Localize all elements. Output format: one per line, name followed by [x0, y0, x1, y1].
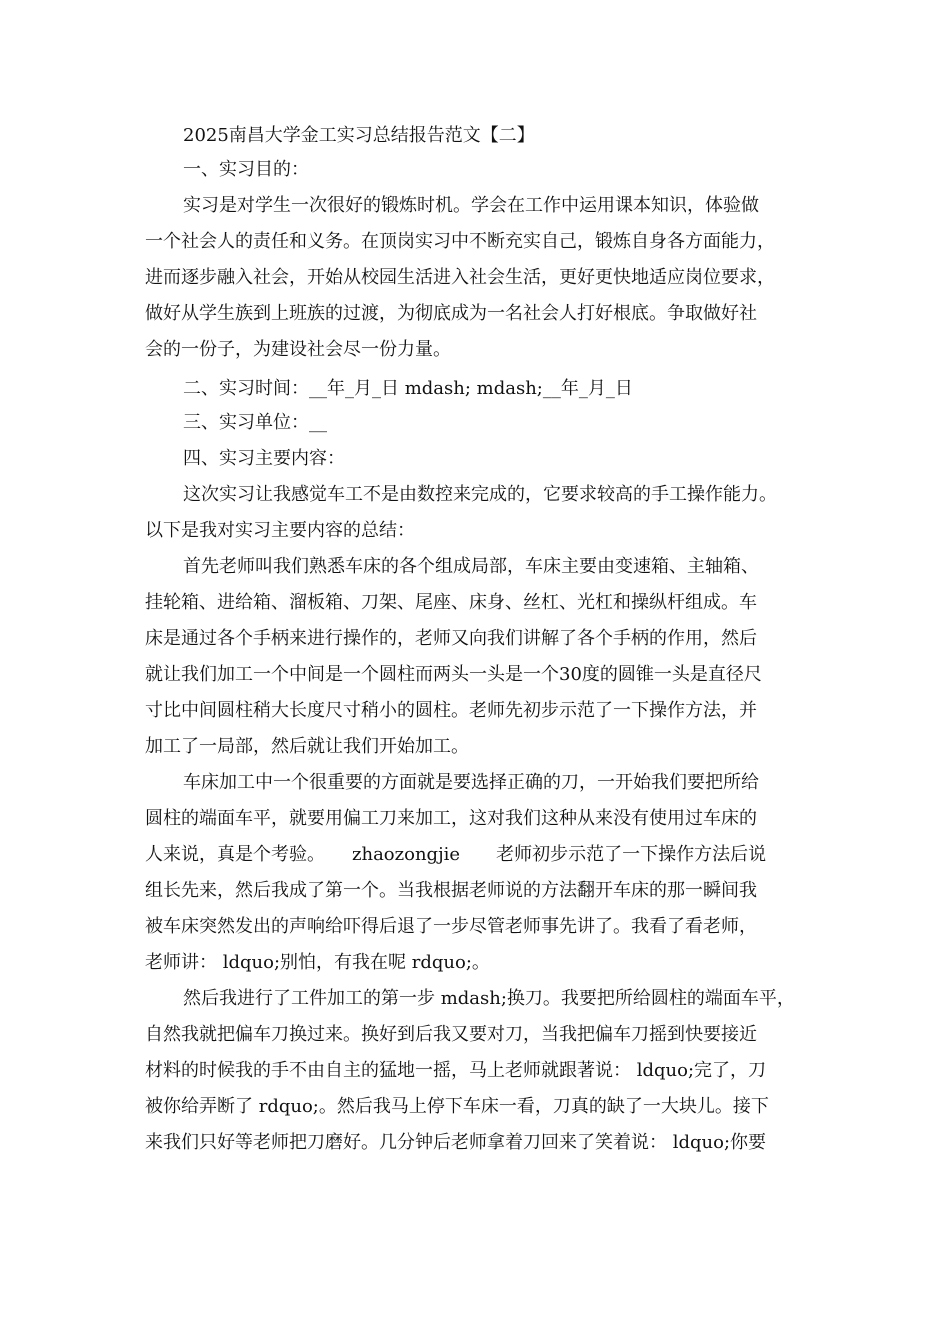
section-heading-unit: 三、实习单位：__ — [183, 412, 327, 433]
paragraph-line: 会的一份子，为建设社会尽一份力量。 — [145, 339, 451, 360]
paragraph-line: 寸比中间圆柱稍大长度尺寸稍小的圆柱。老师先初步示范了一下操作方法，并 — [145, 700, 757, 721]
paragraph-line: 被你给弄断了 rdquo;。然后我马上停下车床一看，刀真的缺了一大块儿。接下 — [145, 1096, 769, 1117]
paragraph-line: 以下是我对实习主要内容的总结： — [145, 520, 415, 541]
paragraph-line: 床是通过各个手柄来进行操作的，老师又向我们讲解了各个手柄的作用，然后 — [145, 628, 757, 649]
document-title: 2025南昌大学金工实习总结报告范文【二】 — [183, 125, 535, 146]
section-heading-purpose: 一、实习目的： — [183, 159, 309, 180]
paragraph-line: 这次实习让我感觉车工不是由数控来完成的，它要求较高的手工操作能力。 — [183, 484, 777, 505]
section-heading-time: 二、实习时间：__年_月_日 mdash; mdash;__年_月_日 — [183, 378, 633, 399]
paragraph-line: 首先老师叫我们熟悉车床的各个组成局部，车床主要由变速箱、主轴箱、 — [183, 556, 759, 577]
paragraph-line: 老师讲： ldquo;别怕，有我在呢 rdquo;。 — [145, 952, 490, 973]
paragraph-line: 实习是对学生一次很好的锻炼时机。学会在工作中运用课本知识，体验做 — [183, 195, 759, 216]
paragraph-line: 来我们只好等老师把刀磨好。几分钟后老师拿着刀回来了笑着说： ldquo;你要 — [145, 1132, 767, 1153]
paragraph-line: 被车床突然发出的声响给吓得后退了一步尽管老师事先讲了。我看了看老师， — [145, 916, 757, 937]
paragraph-line: 圆柱的端面车平，就要用偏工刀来加工，这对我们这种从来没有使用过车床的 — [145, 808, 757, 829]
paragraph-line: 自然我就把偏车刀换过来。换好到后我又要对刀，当我把偏车刀摇到快要接近 — [145, 1024, 757, 1045]
paragraph-line: 然后我进行了工件加工的第一步 mdash;换刀。我要把所给圆柱的端面车平， — [183, 988, 795, 1009]
paragraph-line: 挂轮箱、进给箱、溜板箱、刀架、尾座、床身、丝杠、光杠和操纵杆组成。车 — [145, 592, 757, 613]
paragraph-line: 做好从学生族到上班族的过渡，为彻底成为一名社会人打好根底。争取做好社 — [145, 303, 757, 324]
paragraph-line: 材料的时候我的手不由自主的猛地一摇，马上老师就跟著说： ldquo;完了，刀 — [145, 1060, 767, 1081]
paragraph-line: 车床加工中一个很重要的方面就是要选择正确的刀，一开始我们要把所给 — [183, 772, 759, 793]
paragraph-line: 就让我们加工一个中间是一个圆柱而两头一头是一个30度的圆锥一头是直径尺 — [145, 664, 762, 685]
section-heading-content: 四、实习主要内容： — [183, 448, 345, 469]
paragraph-line: 加工了一局部，然后就让我们开始加工。 — [145, 736, 469, 757]
paragraph-line: 一个社会人的责任和义务。在顶岗实习中不断充实自己，锻炼自身各方面能力， — [145, 231, 775, 252]
paragraph-line: 人来说，真是个考验。 zhaozongjie 老师初步示范了一下操作方法后说 — [145, 844, 767, 865]
paragraph-line: 进而逐步融入社会，开始从校园生活进入社会生活，更好更快地适应岗位要求， — [145, 267, 775, 288]
paragraph-line: 组长先来，然后我成了第一个。当我根据老师说的方法翻开车床的那一瞬间我 — [145, 880, 757, 901]
